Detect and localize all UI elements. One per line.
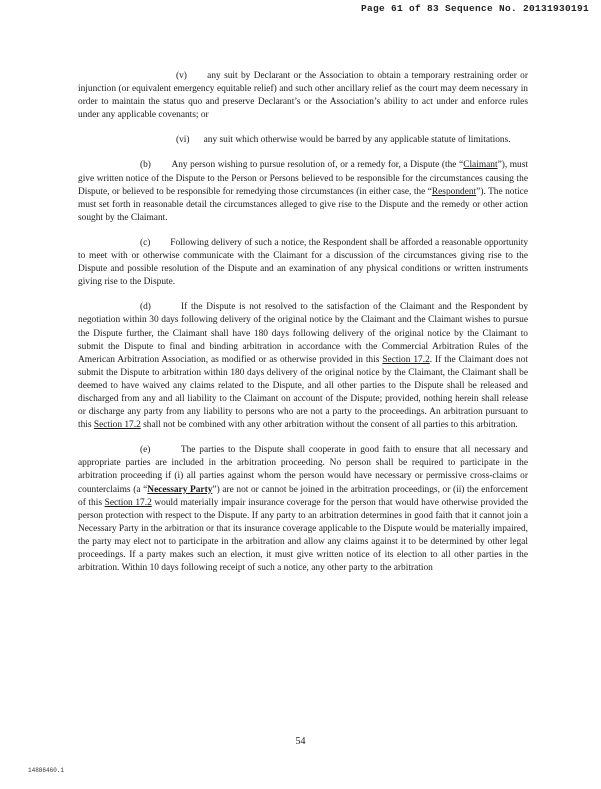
paragraph-label: (d) (140, 302, 151, 313)
paragraph-label: (v) (176, 71, 187, 81)
paragraph-text: any suit which otherwise would be barred by any applicable statute of limitations. (203, 135, 511, 146)
section-reference: Section 17.2 (104, 497, 152, 508)
section-reference: Section 17.2 (93, 420, 141, 431)
defined-term-necessary-party: Necessary Party (147, 484, 213, 495)
paragraph-b (78, 159, 528, 224)
paragraph-text: Any person wishing to pursue resolution of, or a remedy for, a Dispute (the “ (171, 160, 464, 171)
paragraph-text: any suit by Declarant or the Association to obtain a temporary restraining order or injunction (or equivalent emergency equitable relief) and such other ancillary relief as the court may deem necessary in order to maintain the status quo and preserve Declarant’s or the Association’s ability to act under and enforce rules under any applicable covenants; or (78, 71, 528, 121)
paragraph-text: The parties to the Dispute shall cooperate in good faith to ensure that all necessary and appropriate parties are included in the arbitration proceeding. No person shall be required to participate in the arbitration proceeding if (i) all parties against whom the person would have necessary or permissive cross-claims or counterclaims (a “ (78, 445, 528, 495)
paragraph-vi (78, 134, 528, 147)
paragraph-text: ”) are not or cannot be joined in the arbitration proceedings, or (ii) the enforcement of this (78, 484, 528, 508)
paragraph-v (78, 70, 528, 122)
paragraph-text: ”), must give written notice of the Dispute to the Person or Persons believed to be responsible for the circumstances causing the Dispute, or believed to be responsible for remedying those circumstances (in either case, the “ (78, 160, 529, 197)
paragraph-c (78, 237, 528, 289)
document-body (78, 70, 528, 587)
paragraph-text: shall not be combined with any other arbitration without the consent of all parties to this arbitration. (140, 420, 518, 431)
section-reference: Section 17.2 (382, 354, 430, 365)
paragraph-label: (c) (140, 237, 151, 248)
defined-term-respondent: Respondent (431, 186, 477, 197)
paragraph-label: (e) (140, 445, 151, 456)
paragraph-e (78, 444, 528, 575)
paragraph-label: (b) (140, 160, 151, 171)
paragraph-text: . If the Claimant does not submit the Dispute to arbitration within 180 days delivery of the original notice by the Claimant, the Claimant shall be deemed to have waived any claims related to the Dispute, and all other parties to the Dispute shall be released and discharged from any and all liability to the Claimant on account of the Dispute; provided, nothing herein shall release or discharge any party from any liability to persons who are not a party to the proceedings. An arbitration pursuant to this (78, 354, 529, 431)
page-number: 54 (295, 736, 306, 747)
paragraph-d (78, 301, 528, 432)
paragraph-text: would materially impair insurance coverage for the person that would have otherwise provided the person protection with respect to the Dispute. If any party to an arbitration determines in good faith that it cannot join a Necessary Party in the arbitration or that its insurance coverage applicable to the Dispute would be materially impaired, the party may elect not to participate in the arbitration and allow any claims against it to be determined by other legal proceedings. If a party makes such an election, it must give written notice of its election to all other parties in the arbitration. Within 10 days following receipt of such a notice, any other party to the arbitration (78, 497, 528, 574)
page-header: Page 61 of 83 Sequence No. 20131930191 (360, 3, 589, 14)
paragraph-text: If the Dispute is not resolved to the satisfaction of the Claimant and the Respondent by negotiation within 30 days following delivery of the original notice by the Claimant and the Claimant wishes to pursue the Dispute further, the Claimant shall have 180 days following delivery of the original notice by the Claimant to submit the Dispute to final and binding arbitration in accordance with the Commercial Arbitration Rules of the American Arbitration Association, as modified or as otherwise provided in this (78, 302, 529, 365)
paragraph-text: Following delivery of such a notice, the Respondent shall be afforded a reasonable opportunity to meet with or otherwise communicate with the Claimant for a discussion of the circumstances giving rise to the Dispute and possible resolution of the Dispute and an examination of any physical conditions or written instruments giving rise to the Dispute. (78, 237, 529, 288)
document-code: 14886460.1 (28, 767, 65, 774)
paragraph-text: ”). The notice must set forth in reasonable detail the circumstances alleged to give rise to the Dispute and the remedy or other action sought by the Claimant. (78, 186, 528, 223)
paragraph-label: (vi) (176, 135, 190, 146)
defined-term-claimant: Claimant (463, 160, 498, 171)
